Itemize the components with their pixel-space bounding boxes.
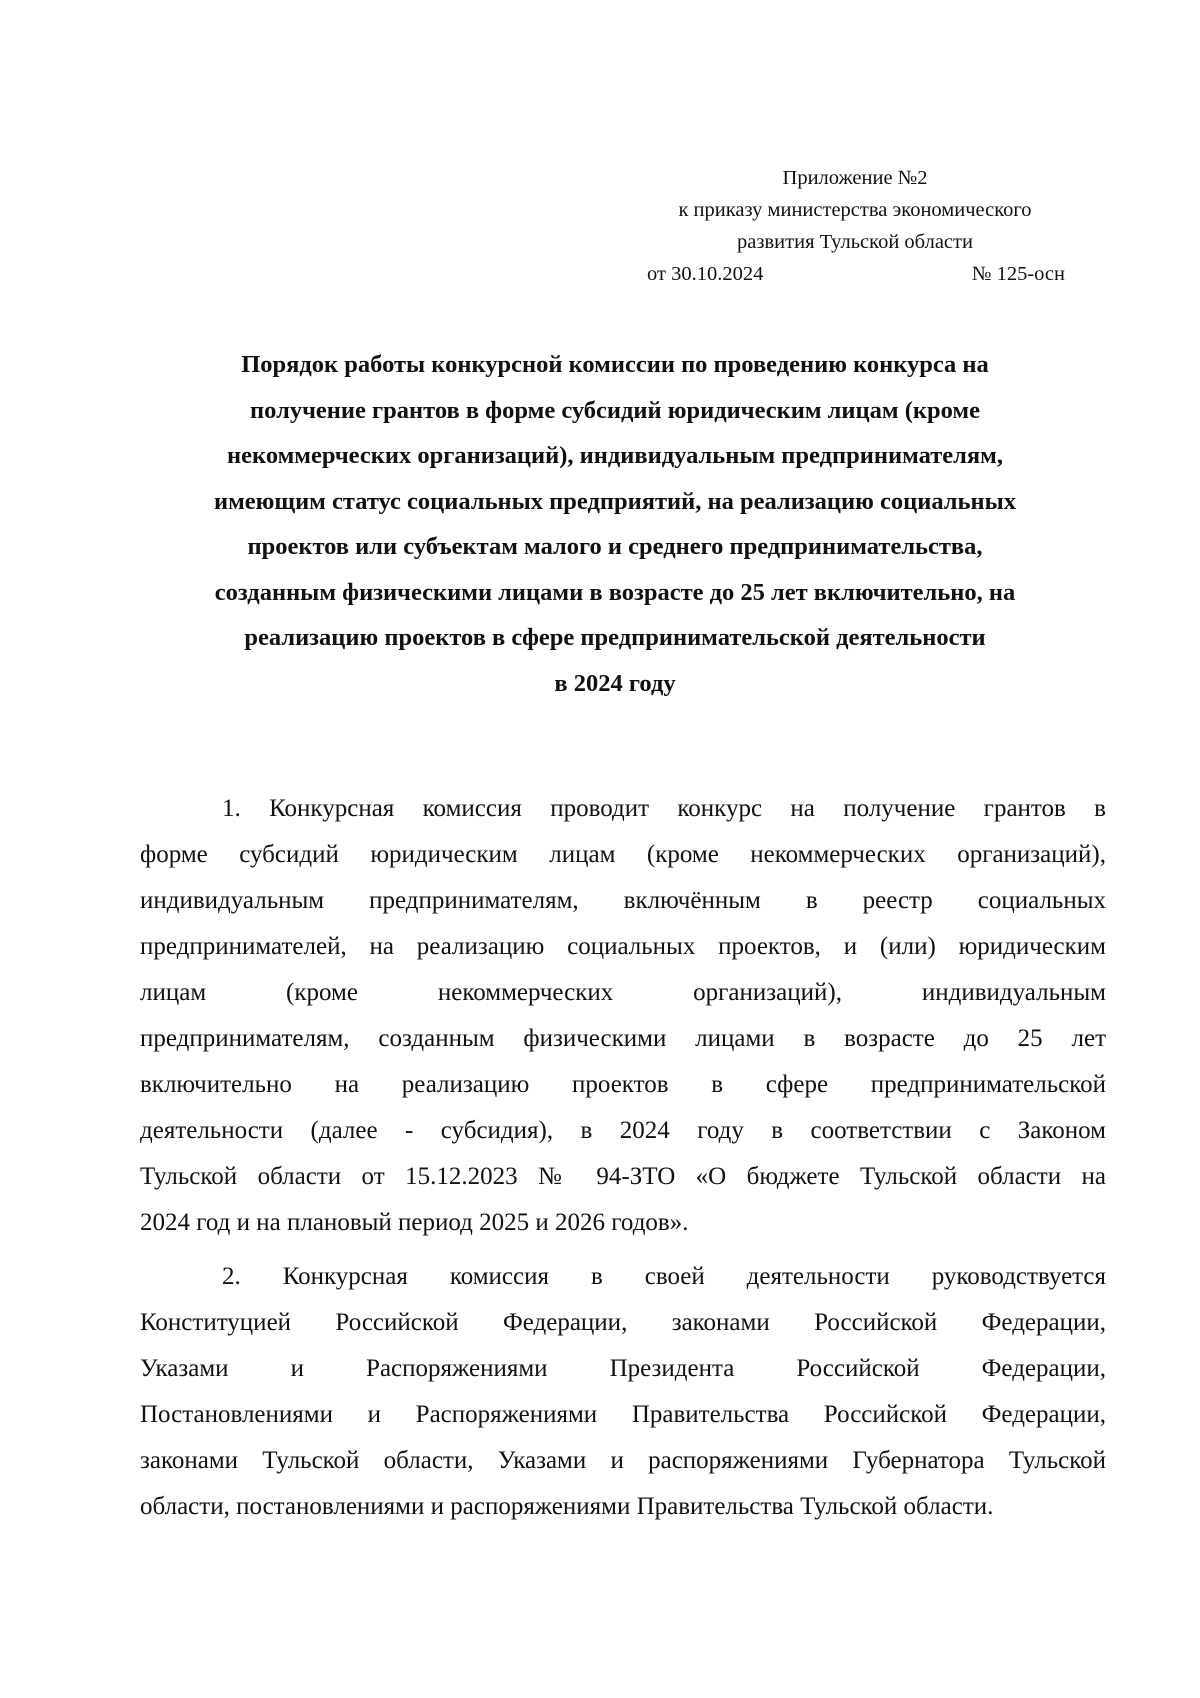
- appendix-date: от 30.10.2024: [647, 263, 764, 285]
- title-line: проектов или субъектам малого и среднего предпринимательства,: [247, 533, 983, 560]
- paragraph-line: включительно на реализацию проектов в сфере предпринимательской: [140, 1071, 1106, 1098]
- paragraph-line: лицам (кроме некоммерческих организаций), индивидуальным: [140, 979, 1106, 1006]
- title-line: реализацию проектов в сфере предпринимательской деятельности: [244, 624, 986, 651]
- paragraph-line: индивидуальным предпринимателям, включённым в реестр социальных: [140, 887, 1106, 914]
- title-line: Порядок работы конкурсной комиссии по проведению конкурса на: [241, 351, 989, 378]
- paragraph-line: 1. Конкурсная комиссия проводит конкурс на получение грантов в: [222, 795, 1106, 822]
- paragraph-line: законами Тульской области, Указами и распоряжениями Губернатора Тульской: [140, 1447, 1106, 1474]
- paragraph-line: 2024 год и на плановый период 2025 и 2026 годов».: [140, 1209, 689, 1236]
- paragraph-line: Указами и Распоряжениями Президента Российской Федерации,: [140, 1355, 1106, 1382]
- title-line: в 2024 году: [554, 669, 676, 697]
- document-body: [140, 786, 1106, 1530]
- paragraph-line: Конституцией Российской Федерации, законами Российской Федерации,: [140, 1309, 1106, 1336]
- paragraph-line: Постановлениями и Распоряжениями Правительства Российской Федерации,: [140, 1401, 1106, 1428]
- paragraph-spacer: [140, 1246, 1106, 1254]
- document-title: [140, 342, 1090, 706]
- paragraph-line: области, постановлениями и распоряжениями Правительства Тульской области.: [140, 1493, 994, 1520]
- title-line: некоммерческих организаций), индивидуальным предпринимателям,: [227, 442, 1003, 469]
- appendix-order-reference: к приказу министерства экономического: [678, 199, 1032, 221]
- appendix-date-row: [635, 258, 1075, 290]
- paragraph-line: предпринимателей, на реализацию социальных проектов, и (или) юридическим: [140, 933, 1106, 960]
- paragraph-line: форме субсидий юридическим лицам (кроме некоммерческих организаций),: [140, 841, 1106, 868]
- paragraph-line: деятельности (далее - субсидия), в 2024 году в соответствии с Законом: [140, 1117, 1106, 1144]
- paragraph-line: предпринимателям, созданным физическими лицами в возрасте до 25 лет: [140, 1025, 1106, 1052]
- title-line: созданным физическими лицами в возрасте до 25 лет включительно, на: [214, 578, 1016, 606]
- title-line: получение грантов в форме субсидий юридическим лицам (кроме: [250, 396, 980, 424]
- appendix-header: [635, 162, 1075, 290]
- paragraph-line: Тульской области от 15.12.2023 № 94-ЗТО «О бюджете Тульской области на: [140, 1163, 1106, 1190]
- paragraph-line: 2. Конкурсная комиссия в своей деятельности руководствуется: [222, 1263, 1106, 1290]
- appendix-number: № 125-осн: [971, 263, 1065, 285]
- appendix-ministry: развития Тульской области: [737, 231, 973, 253]
- paragraph-2: [140, 1254, 1106, 1530]
- paragraph-1: [140, 786, 1106, 1246]
- appendix-label: Приложение №2: [782, 167, 928, 189]
- title-line: имеющим статус социальных предприятий, на реализацию социальных: [213, 487, 1017, 515]
